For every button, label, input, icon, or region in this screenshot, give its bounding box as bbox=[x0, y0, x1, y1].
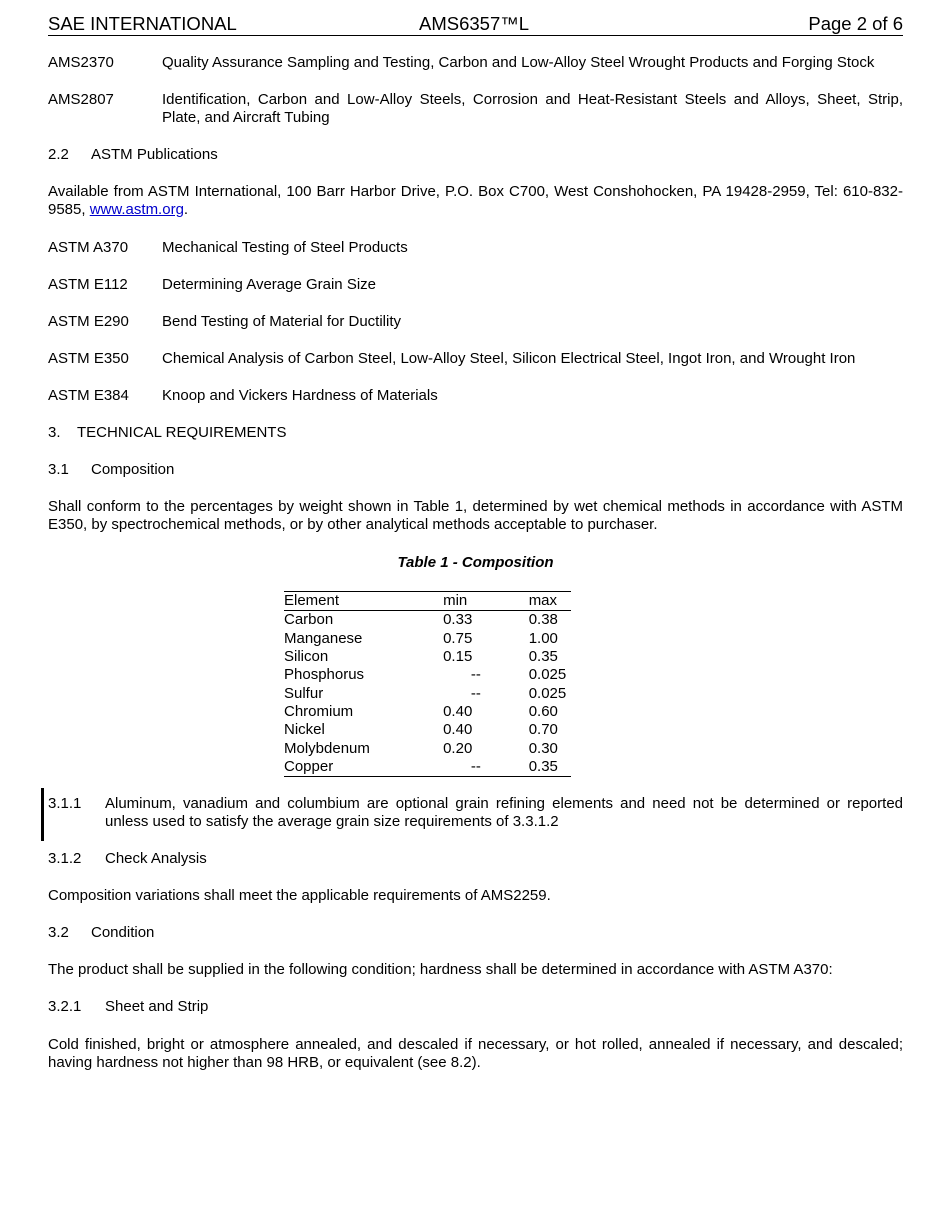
section-heading-3-2-1 bbox=[48, 998, 903, 1016]
section-number: 3.2.1 bbox=[48, 998, 82, 1015]
composition-paragraph: Shall conform to the percentages by weight shown in Table 1, determined by wet chemical methods in accordance with ASTM E350, by spectrochemical methods, or by other analytical methods acceptable to purchaser. bbox=[48, 498, 903, 533]
section-title: Condition bbox=[91, 924, 155, 941]
header-organization: SAE INTERNATIONAL bbox=[48, 13, 237, 34]
element-cell: Silicon bbox=[284, 648, 329, 666]
section-number: 3.1.1 bbox=[48, 795, 82, 812]
section-heading-3-2 bbox=[48, 924, 903, 942]
element-cell: Manganese bbox=[284, 629, 363, 647]
table-caption: Table 1 - Composition bbox=[397, 554, 554, 571]
min-cell: 0.33 bbox=[443, 611, 473, 629]
section-title: ASTM Publications bbox=[91, 146, 218, 163]
table-row bbox=[284, 648, 571, 666]
reference-item bbox=[48, 54, 903, 72]
element-cell: Phosphorus bbox=[284, 666, 365, 684]
table-row bbox=[284, 703, 571, 721]
section-number: 3.1.2 bbox=[48, 850, 82, 867]
availability-text-end: . bbox=[183, 201, 189, 218]
table-row bbox=[284, 721, 571, 739]
element-cell: Copper bbox=[284, 757, 334, 775]
table-row bbox=[284, 611, 571, 630]
astm-website-link[interactable]: www.astm.org bbox=[89, 201, 184, 218]
max-cell: 0.70 bbox=[528, 721, 558, 739]
section-title: Composition bbox=[91, 461, 175, 478]
section-text: Aluminum, vanadium and columbium are optional grain refining elements and need not be determined or reported unless used to satisfy the average grain size requirements of 3.3.1.2 bbox=[105, 795, 903, 830]
reference-item bbox=[48, 313, 903, 331]
element-cell: Sulfur bbox=[284, 684, 324, 702]
section-heading-3 bbox=[48, 424, 903, 442]
max-cell: 0.35 bbox=[528, 648, 558, 666]
reference-title: Knoop and Vickers Hardness of Materials bbox=[162, 387, 438, 404]
reference-item bbox=[48, 387, 903, 405]
reference-code: ASTM E290 bbox=[48, 313, 129, 330]
reference-code: ASTM E112 bbox=[48, 276, 128, 293]
reference-code: ASTM A370 bbox=[48, 239, 129, 256]
column-header-min: min bbox=[443, 592, 529, 611]
reference-code: AMS2370 bbox=[48, 54, 114, 71]
section-3-1-1 bbox=[48, 795, 903, 831]
reference-title: Chemical Analysis of Carbon Steel, Low-Alloy Steel, Silicon Electrical Steel, Ingot Iron, and Wrought Iron bbox=[162, 350, 856, 367]
table-row bbox=[284, 630, 571, 648]
page-header bbox=[48, 13, 903, 36]
reference-title: Determining Average Grain Size bbox=[162, 276, 376, 293]
max-cell: 0.35 bbox=[528, 757, 558, 775]
header-document-number: AMS6357™L bbox=[419, 13, 530, 34]
element-cell: Nickel bbox=[284, 721, 325, 739]
max-cell: 1.00 bbox=[528, 629, 558, 647]
max-cell: 0.38 bbox=[528, 611, 558, 629]
reference-code: AMS2807 bbox=[48, 91, 114, 108]
table-header-row bbox=[284, 592, 571, 611]
max-cell: 0.60 bbox=[528, 702, 558, 720]
reference-title: Mechanical Testing of Steel Products bbox=[162, 239, 408, 256]
astm-availability-paragraph bbox=[48, 183, 903, 219]
table-row bbox=[284, 666, 571, 684]
section-number: 2.2 bbox=[48, 146, 69, 163]
reference-title: Identification, Carbon and Low-Alloy Steels, Corrosion and Heat-Resistant Steels and Alloys, Sheet, Strip, Plate, and Aircraft Tubing bbox=[162, 91, 903, 126]
min-cell: 0.40 bbox=[443, 721, 473, 739]
reference-item bbox=[48, 239, 903, 257]
reference-title: Bend Testing of Material for Ductility bbox=[162, 313, 401, 330]
section-heading-2-2 bbox=[48, 146, 903, 164]
availability-text: Available from ASTM International, 100 Barr Harbor Drive, P.O. Box C700, West Conshohocken, PA 19428-2959, Tel: 610-832-9585, bbox=[48, 183, 903, 218]
min-cell: -- bbox=[470, 684, 481, 702]
min-cell: 0.15 bbox=[443, 648, 473, 666]
min-cell: 0.20 bbox=[443, 739, 473, 757]
table-row bbox=[284, 739, 571, 757]
section-number: 3. bbox=[48, 424, 61, 441]
section-heading-3-1 bbox=[48, 461, 903, 479]
max-cell: 0.30 bbox=[528, 739, 558, 757]
min-cell: 0.40 bbox=[443, 702, 473, 720]
reference-title: Quality Assurance Sampling and Testing, Carbon and Low-Alloy Steel Wrought Products and Forging Stock bbox=[162, 54, 875, 71]
element-cell: Chromium bbox=[284, 702, 354, 720]
min-cell: -- bbox=[470, 666, 481, 684]
reference-code: ASTM E384 bbox=[48, 387, 129, 404]
condition-paragraph: The product shall be supplied in the following condition; hardness shall be determined in accordance with ASTM A370: bbox=[48, 961, 833, 978]
section-number: 3.2 bbox=[48, 924, 69, 941]
min-cell: 0.75 bbox=[443, 629, 473, 647]
revision-change-bar bbox=[41, 788, 44, 841]
section-title: Check Analysis bbox=[105, 850, 207, 867]
max-cell: 0.025 bbox=[528, 666, 567, 684]
max-cell: 0.025 bbox=[528, 684, 567, 702]
reference-item bbox=[48, 91, 903, 127]
header-page-number: Page 2 of 6 bbox=[808, 13, 903, 34]
check-analysis-paragraph: Composition variations shall meet the applicable requirements of AMS2259. bbox=[48, 887, 551, 904]
reference-item bbox=[48, 350, 903, 368]
sheet-strip-paragraph: Cold finished, bright or atmosphere annealed, and descaled if necessary, or hot rolled, annealed if necessary, and descaled; having hardness not higher than 98 HRB, or equivalent (see 8.2). bbox=[48, 1036, 903, 1071]
column-header-max: max bbox=[529, 592, 571, 611]
column-header-element: Element bbox=[284, 592, 443, 611]
reference-item bbox=[48, 276, 903, 294]
section-heading-3-1-2 bbox=[48, 850, 903, 868]
table-row bbox=[284, 684, 571, 702]
section-title: TECHNICAL REQUIREMENTS bbox=[77, 424, 287, 441]
table-row bbox=[284, 758, 571, 777]
section-title: Sheet and Strip bbox=[105, 998, 209, 1015]
min-cell: -- bbox=[470, 757, 481, 775]
composition-table bbox=[284, 591, 571, 777]
element-cell: Carbon bbox=[284, 611, 334, 629]
element-cell: Molybdenum bbox=[284, 739, 370, 757]
reference-code: ASTM E350 bbox=[48, 350, 129, 367]
section-number: 3.1 bbox=[48, 461, 69, 478]
